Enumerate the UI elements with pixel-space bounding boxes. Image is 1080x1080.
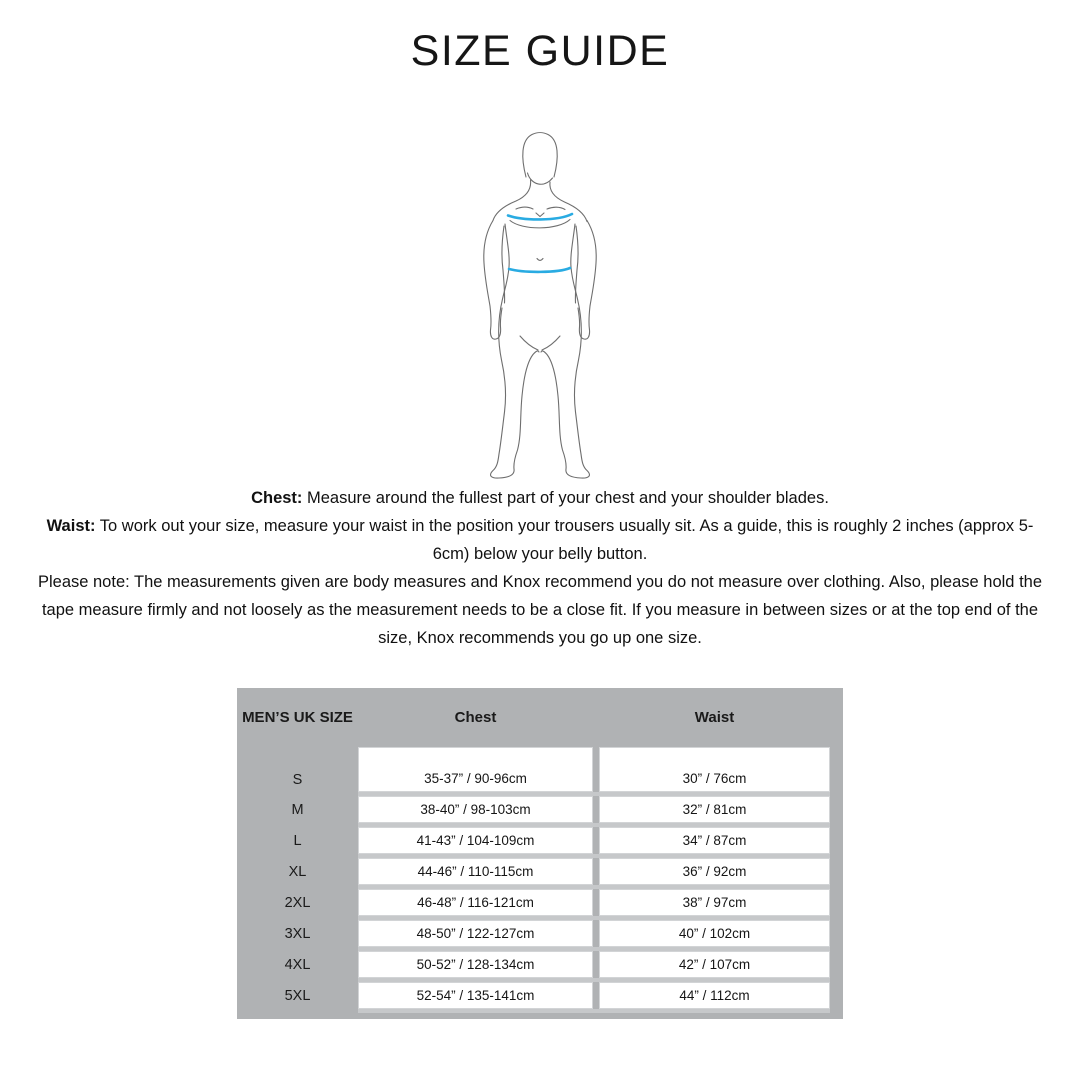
size-label: S: [292, 772, 303, 788]
col-header-size: MEN’S UK SIZE: [242, 709, 353, 726]
size-label: 4XL: [284, 956, 311, 973]
note-text: Please note: The measurements given are body measures and Knox recommend you do not measure over clothing. Also, please hold the tape measure firmly and not loosely as the measurement needs to be a close fit. If you measure in between sizes or at the top end of the size, Knox recommends you go up one size.: [37, 573, 1043, 647]
table-row: [358, 827, 830, 854]
chest-text: Measure around the fullest part of your chest and your shoulder blades.: [307, 489, 829, 507]
table-row: [358, 858, 830, 885]
body-outline: [484, 133, 596, 478]
table-row: [358, 796, 830, 823]
size-label: L: [293, 832, 302, 849]
chest-label: Chest:: [251, 489, 303, 507]
chest-cell: 38-40” / 98-103cm: [358, 796, 593, 823]
chest-cell: 50-52” / 128-134cm: [358, 951, 593, 978]
waist-cell: 36” / 92cm: [599, 858, 830, 885]
male-body-figure-icon: [460, 128, 620, 484]
size-label: 2XL: [284, 894, 311, 911]
size-label: 3XL: [284, 925, 311, 942]
value-cells-column: [358, 747, 830, 1013]
waist-cell: 38” / 97cm: [599, 889, 830, 916]
measurement-instructions: [30, 484, 1050, 652]
waist-measurement-line: [509, 268, 570, 272]
size-label-column: [237, 747, 358, 1013]
chest-cell: 35-37” / 90-96cm: [358, 747, 593, 792]
waist-cell: 32” / 81cm: [599, 796, 830, 823]
waist-cell: 34” / 87cm: [599, 827, 830, 854]
col-header-chest: Chest: [454, 709, 497, 726]
waist-cell: 44” / 112cm: [599, 982, 830, 1009]
waist-text: To work out your size, measure your waist in the position your trousers usually sit. As a guide, this is roughly 2 inches (approx 5-6cm) below your belly button.: [99, 517, 1034, 563]
col-header-waist: Waist: [694, 709, 735, 726]
size-table-body: [237, 747, 830, 1013]
chest-cell: 52-54” / 135-141cm: [358, 982, 593, 1009]
size-table: [237, 688, 843, 1019]
waist-cell: 42” / 107cm: [599, 951, 830, 978]
size-label: M: [291, 801, 304, 818]
waist-instruction: [30, 512, 1050, 568]
table-row: [358, 982, 830, 1009]
chest-cell: 48-50” / 122-127cm: [358, 920, 593, 947]
chest-cell: 44-46” / 110-115cm: [358, 858, 593, 885]
waist-label: Waist:: [46, 517, 96, 535]
chest-cell: 46-48” / 116-121cm: [358, 889, 593, 916]
size-label: 5XL: [284, 987, 311, 1004]
figure-container: [460, 128, 620, 484]
waist-cell: 40” / 102cm: [599, 920, 830, 947]
waist-cell: 30” / 76cm: [599, 747, 830, 792]
table-row: [358, 747, 830, 792]
table-row: [358, 951, 830, 978]
size-label: XL: [288, 863, 307, 880]
page-title: SIZE GUIDE: [410, 27, 670, 75]
chest-instruction: [30, 484, 1050, 512]
table-row: [358, 920, 830, 947]
size-table-header: [237, 688, 830, 747]
table-row: [358, 889, 830, 916]
chest-cell: 41-43” / 104-109cm: [358, 827, 593, 854]
